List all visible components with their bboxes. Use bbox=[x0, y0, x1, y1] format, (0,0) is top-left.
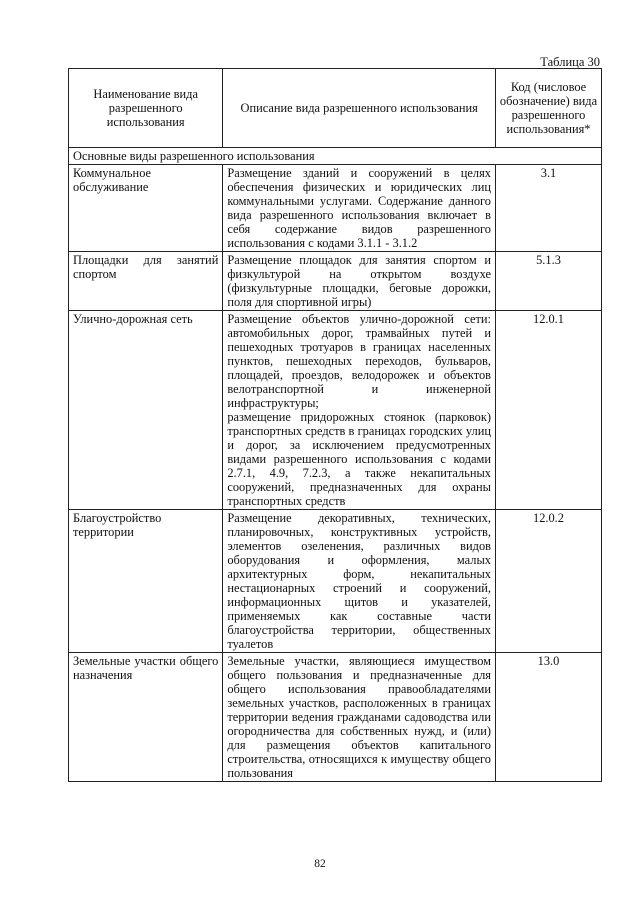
row-name: Площадки для занятий спортом bbox=[69, 252, 223, 311]
table-caption: Таблица 30 bbox=[540, 55, 600, 69]
row-description-part-1: Размещение объектов улично-дорожной сети: автомобильных дорог, трамвайных путей и пешеходных тротуаров в границах населенных пунктов, пешеходных переходов, бульваров, площадей, проездов, велодорожек и объектов велотранспортной и инженерной инфраструктуры; bbox=[227, 312, 491, 410]
header-name: Наименование вида разрешенного использования bbox=[69, 69, 223, 148]
row-description bbox=[223, 311, 496, 510]
table-row bbox=[69, 165, 602, 252]
page-number: 82 bbox=[314, 858, 326, 870]
section-row bbox=[69, 148, 602, 165]
row-description: Размещение площадок для занятия спортом и физкультурой на открытом воздухе (физкультурные площадки, беговые дорожки, поля для спортивной игры) bbox=[223, 252, 496, 311]
row-code: 3.1 bbox=[496, 165, 602, 252]
row-name: Земельные участки общего назначения bbox=[69, 653, 223, 782]
table-row bbox=[69, 311, 602, 510]
row-description-part-2: размещение придорожных стоянок (парковок) транспортных средств в границах городских улиц и дорог, за исключением предусмотренных видами разрешенного использования с кодами 2.7.1, 4.9, 7.2.3, а также некапитальных сооружений, предназначенных для охраны транспортных средств bbox=[227, 410, 491, 508]
row-description: Размещение декоративных, технических, планировочных, конструктивных устройств, элементов озеленения, различных видов оборудования и оформления, малых архитектурных форм, некапитальных нестационарных строений и сооружений, информационных щитов и указателей, применяемых как составные части благоустройства территории, общественных туалетов bbox=[223, 510, 496, 653]
land-use-table bbox=[68, 68, 602, 782]
table-row bbox=[69, 510, 602, 653]
row-code: 13.0 bbox=[496, 653, 602, 782]
row-name: Коммунальное обслуживание bbox=[69, 165, 223, 252]
row-name: Улично-дорожная сеть bbox=[69, 311, 223, 510]
row-name: Благоустройство территории bbox=[69, 510, 223, 653]
row-code: 5.1.3 bbox=[496, 252, 602, 311]
row-description: Земельные участки, являющиеся имуществом общего пользования и предназначенные для общего использования правообладателями земельных участков, расположенных в границах территории ведения гражданами садоводства или огородничества для собственных нужд, и (или) для размещения объектов капитального строительства, относящихся к имуществу общего пользования bbox=[223, 653, 496, 782]
row-description: Размещение зданий и сооружений в целях обеспечения физических и юридических лиц коммунальными услугами. Содержание данного вида разрешенного использования включает в себя содержание видов разрешенного использования с кодами 3.1.1 - 3.1.2 bbox=[223, 165, 496, 252]
table-row bbox=[69, 653, 602, 782]
row-code: 12.0.1 bbox=[496, 311, 602, 510]
table-header-row bbox=[69, 69, 602, 148]
header-description: Описание вида разрешенного использования bbox=[223, 69, 496, 148]
table-row bbox=[69, 252, 602, 311]
header-code: Код (числовое обозначение) вида разрешенного использования* bbox=[496, 69, 602, 148]
section-title: Основные виды разрешенного использования bbox=[69, 148, 602, 165]
row-code: 12.0.2 bbox=[496, 510, 602, 653]
